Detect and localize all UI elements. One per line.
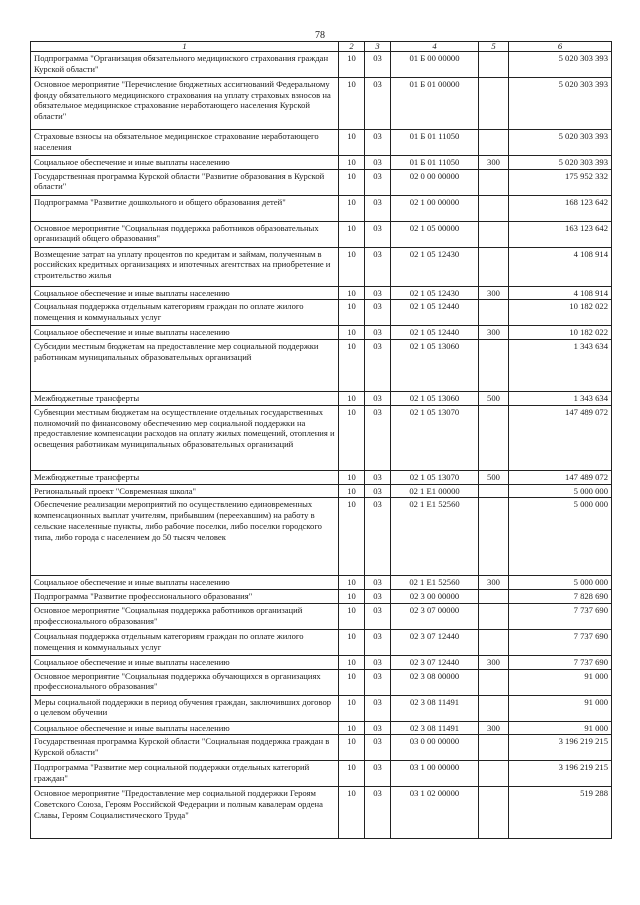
row-name-cell: Основное мероприятие "Социальная поддержка работников образовательных организаций общего образования" [31,221,339,247]
amount-cell: 147 489 072 [509,405,612,470]
amount-cell: 91 000 [509,721,612,735]
table-row [31,130,612,156]
section-code-cell: 10 [339,470,365,484]
amount-cell: 7 828 690 [509,590,612,604]
section-code-cell: 10 [339,169,365,195]
section-code-cell: 10 [339,484,365,498]
table-row [31,221,612,247]
row-name-cell: Социальная поддержка отдельным категориям граждан по оплате жилого помещения и коммунальных услуг [31,629,339,655]
expense-type-cell [479,669,509,695]
expense-type-cell [479,247,509,286]
target-article-cell: 02 3 07 12440 [391,629,479,655]
target-article-cell: 02 1 E1 52560 [391,498,479,576]
subsection-code-cell: 03 [365,761,391,787]
expense-type-cell [479,761,509,787]
amount-cell: 5 000 000 [509,576,612,590]
target-article-cell: 02 1 E1 00000 [391,484,479,498]
section-code-cell: 10 [339,405,365,470]
target-article-cell: 02 1 05 13060 [391,340,479,392]
section-code-cell: 10 [339,629,365,655]
section-code-cell: 10 [339,590,365,604]
row-name-cell: Государственная программа Курской области "Развитие образования в Курской области" [31,169,339,195]
amount-cell: 7 737 690 [509,603,612,629]
section-code-cell: 10 [339,392,365,406]
target-article-cell: 02 3 07 12440 [391,655,479,669]
column-header: 6 [509,42,612,52]
amount-cell: 10 182 022 [509,326,612,340]
table-row [31,340,612,392]
table-row [31,195,612,221]
amount-cell: 147 489 072 [509,470,612,484]
target-article-cell: 02 1 05 13070 [391,405,479,470]
amount-cell: 5 000 000 [509,498,612,576]
amount-cell: 163 123 642 [509,221,612,247]
table-row [31,392,612,406]
expense-type-cell [479,340,509,392]
row-name-cell: Государственная программа Курской области "Социальная поддержка граждан в Курской области" [31,735,339,761]
target-article-cell: 02 1 05 13070 [391,470,479,484]
row-name-cell: Основное мероприятие "Предоставление мер социальной поддержки Героям Советского Союза, Героям Российской Федерации и полным кавалерам ордена Славы, Героям Социалистического Труда" [31,787,339,839]
amount-cell: 519 288 [509,787,612,839]
expense-type-cell [479,130,509,156]
amount-cell: 3 196 219 215 [509,735,612,761]
amount-cell: 7 737 690 [509,629,612,655]
column-header: 3 [365,42,391,52]
subsection-code-cell: 03 [365,735,391,761]
column-header: 2 [339,42,365,52]
expense-type-cell [479,221,509,247]
expense-type-cell [479,169,509,195]
row-name-cell: Основное мероприятие "Перечисление бюджетных ассигнований Федеральному фонду обязательного медицинского страхования на уплату страховых взносов на обязательное медицинское страхование неработающего населения Курской области" [31,78,339,130]
amount-cell: 10 182 022 [509,300,612,326]
expense-type-cell: 500 [479,470,509,484]
row-name-cell: Обеспечение реализации мероприятий по осуществлению единовременных компенсационных выплат учителям, прибывшим (переехавшим) на работу в сельские населенные пункты, либо рабочие поселки, либо поселки городского типа, либо города с населением до 50 тысяч человек [31,498,339,576]
section-code-cell: 10 [339,156,365,170]
section-code-cell: 10 [339,603,365,629]
target-article-cell: 02 3 00 00000 [391,590,479,604]
subsection-code-cell: 03 [365,787,391,839]
target-article-cell: 02 1 05 12440 [391,300,479,326]
row-name-cell: Подпрограмма "Развитие дошкольного и общего образования детей" [31,195,339,221]
target-article-cell: 02 1 05 12440 [391,326,479,340]
subsection-code-cell: 03 [365,300,391,326]
subsection-code-cell: 03 [365,195,391,221]
section-code-cell: 10 [339,195,365,221]
subsection-code-cell: 03 [365,669,391,695]
row-name-cell: Страховые взносы на обязательное медицинское страхование неработающего населения [31,130,339,156]
table-row [31,247,612,286]
subsection-code-cell: 03 [365,498,391,576]
row-name-cell: Социальное обеспечение и иные выплаты населению [31,576,339,590]
table-row [31,590,612,604]
section-code-cell: 10 [339,130,365,156]
target-article-cell: 01 Б 01 11050 [391,156,479,170]
section-code-cell: 10 [339,576,365,590]
target-article-cell: 02 3 08 00000 [391,669,479,695]
target-article-cell: 02 1 E1 52560 [391,576,479,590]
expense-type-cell: 500 [479,392,509,406]
target-article-cell: 02 3 07 00000 [391,603,479,629]
subsection-code-cell: 03 [365,247,391,286]
amount-cell: 91 000 [509,669,612,695]
row-name-cell: Основное мероприятие "Социальная поддержка работников организаций профессионального образования" [31,603,339,629]
row-name-cell: Субсидии местным бюджетам на предоставление мер социальной поддержки работникам муниципальных образовательных организаций [31,340,339,392]
expense-type-cell [479,498,509,576]
expense-type-cell [479,735,509,761]
section-code-cell: 10 [339,300,365,326]
subsection-code-cell: 03 [365,695,391,721]
section-code-cell: 10 [339,498,365,576]
expense-type-cell [479,300,509,326]
section-code-cell: 10 [339,52,365,78]
subsection-code-cell: 03 [365,286,391,300]
row-name-cell: Возмещение затрат на уплату процентов по кредитам и займам, полученным в российских кредитных организациях и ипотечных агентствах на приобретение и строительство жилья [31,247,339,286]
subsection-code-cell: 03 [365,169,391,195]
table-row [31,405,612,470]
table-row [31,326,612,340]
table-row [31,787,612,839]
subsection-code-cell: 03 [365,52,391,78]
target-article-cell: 01 Б 01 00000 [391,78,479,130]
subsection-code-cell: 03 [365,392,391,406]
target-article-cell: 01 Б 01 11050 [391,130,479,156]
table-row [31,286,612,300]
amount-cell: 5 020 303 393 [509,52,612,78]
row-name-cell: Подпрограмма "Организация обязательного медицинского страхования граждан Курской области" [31,52,339,78]
table-body [31,52,612,839]
target-article-cell: 03 0 00 00000 [391,735,479,761]
subsection-code-cell: 03 [365,156,391,170]
section-code-cell: 10 [339,286,365,300]
table-row [31,576,612,590]
table-row [31,655,612,669]
section-code-cell: 10 [339,735,365,761]
amount-cell: 91 000 [509,695,612,721]
page-number: 78 [315,30,325,41]
expense-type-cell [479,603,509,629]
expense-type-cell: 300 [479,326,509,340]
table-header-row [31,42,612,52]
amount-cell: 5 020 303 393 [509,78,612,130]
subsection-code-cell: 03 [365,130,391,156]
expense-type-cell [479,484,509,498]
section-code-cell: 10 [339,655,365,669]
subsection-code-cell: 03 [365,484,391,498]
amount-cell: 5 020 303 393 [509,130,612,156]
table-row [31,721,612,735]
expense-type-cell [479,629,509,655]
table-row [31,484,612,498]
amount-cell: 4 108 914 [509,247,612,286]
target-article-cell: 02 3 08 11491 [391,721,479,735]
section-code-cell: 10 [339,721,365,735]
expense-type-cell [479,52,509,78]
section-code-cell: 10 [339,669,365,695]
expense-type-cell: 300 [479,156,509,170]
expense-type-cell: 300 [479,655,509,669]
table-row [31,470,612,484]
target-article-cell: 02 1 05 12430 [391,247,479,286]
table-row [31,761,612,787]
target-article-cell: 02 1 05 12430 [391,286,479,300]
budget-table [30,41,612,839]
target-article-cell: 02 1 05 13060 [391,392,479,406]
expense-type-cell [479,695,509,721]
column-header: 1 [31,42,339,52]
table-row [31,695,612,721]
row-name-cell: Региональный проект "Современная школа" [31,484,339,498]
amount-cell: 1 343 634 [509,392,612,406]
subsection-code-cell: 03 [365,405,391,470]
table-row [31,498,612,576]
subsection-code-cell: 03 [365,721,391,735]
subsection-code-cell: 03 [365,78,391,130]
subsection-code-cell: 03 [365,221,391,247]
expense-type-cell [479,405,509,470]
row-name-cell: Межбюджетные трансферты [31,392,339,406]
amount-cell: 4 108 914 [509,286,612,300]
amount-cell: 168 123 642 [509,195,612,221]
row-name-cell: Субвенции местным бюджетам на осуществление отдельных государственных полномочий по финансовому обеспечению мер социальной поддержки на предоставление компенсации расходов на оплату жилых помещений, отопления и освещения работникам муниципальных образовательных организаций [31,405,339,470]
row-name-cell: Социальное обеспечение и иные выплаты населению [31,286,339,300]
table-row [31,156,612,170]
subsection-code-cell: 03 [365,590,391,604]
row-name-cell: Основное мероприятие "Социальная поддержка обучающихся в организациях профессионального образования" [31,669,339,695]
column-header: 4 [391,42,479,52]
target-article-cell: 02 0 00 00000 [391,169,479,195]
amount-cell: 3 196 219 215 [509,761,612,787]
subsection-code-cell: 03 [365,603,391,629]
section-code-cell: 10 [339,787,365,839]
row-name-cell: Социальное обеспечение и иные выплаты населению [31,156,339,170]
table-row [31,603,612,629]
subsection-code-cell: 03 [365,326,391,340]
row-name-cell: Социальное обеспечение и иные выплаты населению [31,326,339,340]
target-article-cell: 02 3 08 11491 [391,695,479,721]
section-code-cell: 10 [339,247,365,286]
expense-type-cell: 300 [479,721,509,735]
section-code-cell: 10 [339,340,365,392]
column-header: 5 [479,42,509,52]
section-code-cell: 10 [339,326,365,340]
amount-cell: 7 737 690 [509,655,612,669]
subsection-code-cell: 03 [365,340,391,392]
amount-cell: 175 952 332 [509,169,612,195]
section-code-cell: 10 [339,221,365,247]
target-article-cell: 03 1 00 00000 [391,761,479,787]
table-row [31,300,612,326]
amount-cell: 1 343 634 [509,340,612,392]
table-row [31,669,612,695]
subsection-code-cell: 03 [365,470,391,484]
section-code-cell: 10 [339,695,365,721]
row-name-cell: Подпрограмма "Развитие профессионального образования" [31,590,339,604]
amount-cell: 5 020 303 393 [509,156,612,170]
table-row [31,52,612,78]
target-article-cell: 03 1 02 00000 [391,787,479,839]
row-name-cell: Социальное обеспечение и иные выплаты населению [31,721,339,735]
section-code-cell: 10 [339,761,365,787]
row-name-cell: Межбюджетные трансферты [31,470,339,484]
row-name-cell: Подпрограмма "Развитие мер социальной поддержки отдельных категорий граждан" [31,761,339,787]
row-name-cell: Меры социальной поддержки в период обучения граждан, заключивших договор о целевом обучении [31,695,339,721]
table-row [31,629,612,655]
expense-type-cell [479,787,509,839]
expense-type-cell [479,195,509,221]
expense-type-cell [479,78,509,130]
subsection-code-cell: 03 [365,655,391,669]
subsection-code-cell: 03 [365,576,391,590]
table-row [31,735,612,761]
row-name-cell: Социальное обеспечение и иные выплаты населению [31,655,339,669]
table-row [31,169,612,195]
subsection-code-cell: 03 [365,629,391,655]
target-article-cell: 02 1 05 00000 [391,221,479,247]
table-row [31,78,612,130]
row-name-cell: Социальная поддержка отдельным категориям граждан по оплате жилого помещения и коммунальных услуг [31,300,339,326]
expense-type-cell: 300 [479,576,509,590]
section-code-cell: 10 [339,78,365,130]
expense-type-cell: 300 [479,286,509,300]
target-article-cell: 01 Б 00 00000 [391,52,479,78]
amount-cell: 5 000 000 [509,484,612,498]
expense-type-cell [479,590,509,604]
target-article-cell: 02 1 00 00000 [391,195,479,221]
